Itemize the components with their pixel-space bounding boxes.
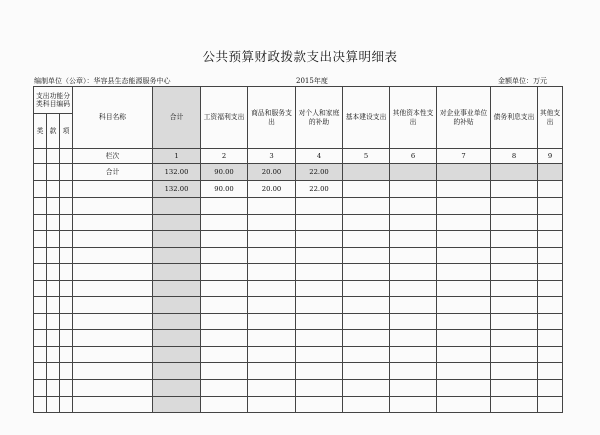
table-cell [47, 280, 60, 297]
table-cell [296, 280, 343, 297]
table-cell [491, 280, 538, 297]
table-cell [491, 313, 538, 330]
table-cell [73, 396, 153, 413]
table-cell [153, 363, 201, 380]
table-cell [390, 181, 437, 198]
table-cell [390, 297, 437, 314]
table-cell [60, 380, 73, 397]
index-cell: 2 [201, 149, 248, 164]
table-cell [34, 214, 47, 231]
table-cell [248, 297, 296, 314]
total-row-cell: 90.00 [201, 164, 248, 181]
table-cell [201, 330, 248, 347]
index-cell: 8 [491, 149, 538, 164]
table-cell [248, 330, 296, 347]
table-cell [73, 231, 153, 248]
table-cell [437, 181, 491, 198]
index-label: 栏次 [73, 149, 153, 164]
index-cell: 1 [153, 149, 201, 164]
table-cell [60, 363, 73, 380]
table-cell [296, 330, 343, 347]
total-row-cell [343, 164, 390, 181]
table-cell [390, 247, 437, 264]
table-cell [296, 396, 343, 413]
table-cell [390, 346, 437, 363]
table-cell [201, 214, 248, 231]
table-cell [343, 214, 390, 231]
table-cell: 20.00 [248, 181, 296, 198]
table-cell [73, 247, 153, 264]
table-cell [491, 346, 538, 363]
table-cell [34, 363, 47, 380]
table-cell [538, 231, 563, 248]
table-cell [73, 264, 153, 281]
table-cell [437, 313, 491, 330]
header-row [34, 87, 563, 114]
other-expense-header: 其他支出 [538, 87, 563, 149]
table-cell [491, 247, 538, 264]
table-cell [437, 247, 491, 264]
table-cell [60, 198, 73, 215]
table-cell [34, 280, 47, 297]
table-row [34, 280, 563, 297]
table-cell [538, 380, 563, 397]
table-cell [390, 363, 437, 380]
table-row [34, 396, 563, 413]
goods-services-header: 商品和服务支出 [248, 87, 296, 149]
table-cell [153, 264, 201, 281]
table-cell [248, 214, 296, 231]
table-row [34, 181, 563, 198]
table-cell [153, 231, 201, 248]
table-cell [248, 231, 296, 248]
index-cell: 5 [343, 149, 390, 164]
table-cell [343, 181, 390, 198]
expenditure-table [33, 86, 563, 413]
index-cell: 7 [437, 149, 491, 164]
table-cell [73, 380, 153, 397]
row-subject-name [73, 181, 153, 198]
table-cell [248, 396, 296, 413]
wage-welfare-header: 工资福利支出 [201, 87, 248, 149]
table-cell [34, 297, 47, 314]
table-cell [437, 214, 491, 231]
table-cell [60, 297, 73, 314]
table-cell [47, 363, 60, 380]
table-cell [47, 313, 60, 330]
table-cell [343, 346, 390, 363]
table-cell [153, 247, 201, 264]
table-cell [60, 264, 73, 281]
table-cell [248, 363, 296, 380]
table-cell [491, 264, 538, 281]
table-cell [538, 330, 563, 347]
table-cell [201, 380, 248, 397]
table-cell [34, 380, 47, 397]
table-cell [201, 297, 248, 314]
table-cell [201, 280, 248, 297]
table-cell: 90.00 [201, 181, 248, 198]
table-cell [437, 231, 491, 248]
section-header: 款 [47, 114, 60, 149]
table-cell [491, 198, 538, 215]
table-cell [296, 231, 343, 248]
table-cell [538, 181, 563, 198]
table-cell [47, 214, 60, 231]
table-cell [491, 297, 538, 314]
table-row [34, 214, 563, 231]
index-cell: 3 [248, 149, 296, 164]
item-header: 项 [60, 114, 73, 149]
table-cell [60, 313, 73, 330]
table-row [34, 231, 563, 248]
table-cell [153, 280, 201, 297]
table-cell [491, 214, 538, 231]
table-cell [153, 297, 201, 314]
total-row-cell: 22.00 [296, 164, 343, 181]
table-cell [73, 330, 153, 347]
report-year: 2015年度 [296, 77, 328, 85]
table-cell [34, 396, 47, 413]
table-cell [437, 198, 491, 215]
table-cell [34, 264, 47, 281]
table-cell [201, 198, 248, 215]
table-cell [296, 363, 343, 380]
table-row [34, 330, 563, 347]
table-cell [296, 297, 343, 314]
table-cell [390, 231, 437, 248]
table-cell [248, 380, 296, 397]
table-cell [491, 330, 538, 347]
table-cell [538, 313, 563, 330]
table-cell [73, 214, 153, 231]
table-cell [248, 346, 296, 363]
table-cell [538, 346, 563, 363]
table-cell [60, 346, 73, 363]
table-cell [343, 396, 390, 413]
table-cell [73, 280, 153, 297]
table-cell [153, 198, 201, 215]
table-cell [538, 280, 563, 297]
table-cell [390, 380, 437, 397]
table-cell [34, 231, 47, 248]
table-cell [60, 396, 73, 413]
table-cell [248, 280, 296, 297]
table-cell [201, 396, 248, 413]
table-cell [201, 247, 248, 264]
table-cell [437, 330, 491, 347]
table-cell [201, 363, 248, 380]
index-row [34, 149, 563, 164]
table-cell [390, 214, 437, 231]
table-cell [390, 280, 437, 297]
table-row [34, 363, 563, 380]
table-cell [491, 363, 538, 380]
table-cell [491, 181, 538, 198]
table-cell [437, 297, 491, 314]
total-row-cell: 20.00 [248, 164, 296, 181]
table-cell [538, 247, 563, 264]
table-cell [201, 231, 248, 248]
table-cell [390, 396, 437, 413]
report-title: 公共预算财政拨款支出决算明细表 [202, 49, 398, 64]
table-cell [296, 247, 343, 264]
table-cell: 132.00 [153, 181, 201, 198]
table-cell [296, 214, 343, 231]
table-cell [47, 396, 60, 413]
table-cell [437, 396, 491, 413]
subject-name-header: 科目名称 [73, 87, 153, 149]
total-row-cell: 132.00 [153, 164, 201, 181]
table-cell [343, 363, 390, 380]
table-cell [390, 264, 437, 281]
table-row [34, 264, 563, 281]
index-cell: 9 [538, 149, 563, 164]
table-cell [201, 264, 248, 281]
table-cell [60, 214, 73, 231]
table-cell [538, 396, 563, 413]
table-cell [34, 313, 47, 330]
table-cell [296, 380, 343, 397]
table-cell [47, 231, 60, 248]
table-cell [248, 247, 296, 264]
table-cell [437, 363, 491, 380]
table-cell [296, 198, 343, 215]
table-cell [60, 330, 73, 347]
table-cell [47, 330, 60, 347]
table-cell [73, 297, 153, 314]
table-cell [390, 198, 437, 215]
table-cell [47, 346, 60, 363]
table-cell [34, 198, 47, 215]
table-cell [491, 231, 538, 248]
total-header: 合计 [153, 87, 201, 149]
table-cell [437, 346, 491, 363]
capital-construction-header: 基本建设支出 [343, 87, 390, 149]
table-cell [248, 313, 296, 330]
table-cell: 22.00 [296, 181, 343, 198]
table-cell [47, 198, 60, 215]
table-cell [343, 313, 390, 330]
other-capital-header: 其他资本性支出 [390, 87, 437, 149]
table-row [34, 380, 563, 397]
total-row-cell [538, 164, 563, 181]
table-cell [343, 280, 390, 297]
table-cell [296, 264, 343, 281]
table-cell [390, 330, 437, 347]
table-cell [248, 264, 296, 281]
table-row [34, 313, 563, 330]
table-cell [343, 264, 390, 281]
total-row-cell [437, 164, 491, 181]
table-cell [73, 313, 153, 330]
table-row [34, 198, 563, 215]
table-cell [491, 396, 538, 413]
table-cell [153, 313, 201, 330]
table-cell [538, 264, 563, 281]
table-cell [34, 330, 47, 347]
index-cell: 6 [390, 149, 437, 164]
table-cell [538, 198, 563, 215]
index-cell: 4 [296, 149, 343, 164]
total-row-cell [390, 164, 437, 181]
table-cell [343, 198, 390, 215]
table-row [34, 346, 563, 363]
table-cell [60, 280, 73, 297]
table-cell [73, 363, 153, 380]
table-cell [153, 330, 201, 347]
table-row [34, 297, 563, 314]
table-cell [201, 313, 248, 330]
individual-family-header: 对个人和家庭的补助 [296, 87, 343, 149]
table-cell [390, 313, 437, 330]
function-code-header: 支出功能分类科目编码 [34, 87, 73, 114]
table-cell [34, 346, 47, 363]
table-cell [47, 264, 60, 281]
table-cell [248, 198, 296, 215]
table-cell [296, 313, 343, 330]
table-cell [47, 297, 60, 314]
total-row [34, 164, 563, 181]
table-cell [491, 380, 538, 397]
table-cell [538, 214, 563, 231]
money-unit: 金额单位：万元 [498, 77, 547, 85]
table-cell [343, 231, 390, 248]
table-cell [47, 247, 60, 264]
table-cell [153, 380, 201, 397]
total-row-cell [491, 164, 538, 181]
table-cell [437, 380, 491, 397]
enterprise-subsidy-header: 对企业事业单位的补贴 [437, 87, 491, 149]
table-cell [538, 297, 563, 314]
table-cell [343, 247, 390, 264]
table-cell [60, 247, 73, 264]
table-cell [201, 346, 248, 363]
table-cell [296, 346, 343, 363]
table-cell [47, 380, 60, 397]
table-cell [34, 247, 47, 264]
table-cell [437, 280, 491, 297]
compiling-unit: 编制单位（公章）：华容县生态能源服务中心 [34, 77, 171, 85]
table-cell [538, 363, 563, 380]
table-row [34, 247, 563, 264]
total-row-label: 合计 [73, 164, 153, 181]
table-cell [73, 346, 153, 363]
debt-interest-header: 债务利息支出 [491, 87, 538, 149]
category-header: 类 [34, 114, 47, 149]
table-cell [153, 214, 201, 231]
table-cell [60, 231, 73, 248]
table-cell [437, 264, 491, 281]
table-cell [343, 297, 390, 314]
table-cell [73, 198, 153, 215]
table-cell [153, 346, 201, 363]
table-cell [343, 380, 390, 397]
table-cell [343, 330, 390, 347]
table-cell [153, 396, 201, 413]
